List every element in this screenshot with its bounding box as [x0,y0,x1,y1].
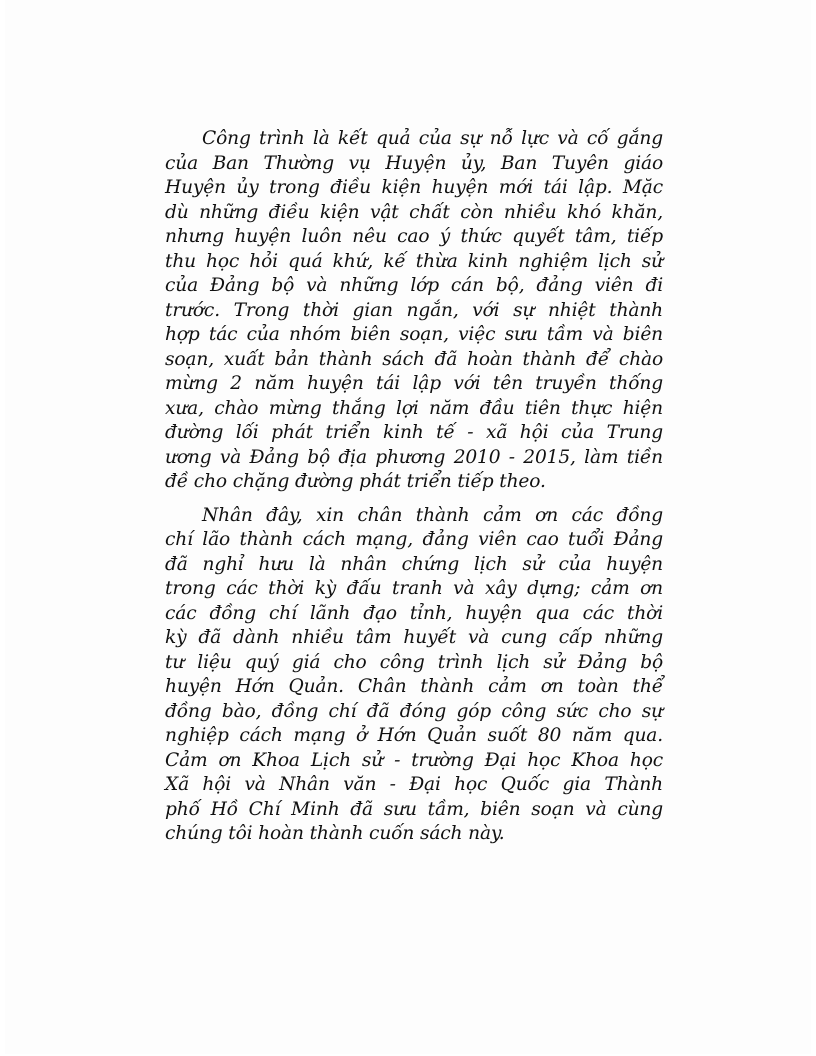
text-line: Xã hội và Nhân văn - Đại học Quốc gia Thành [165,774,663,795]
text-line: kỳ đã dành nhiều tâm huyết và cung cấp những [165,627,663,648]
text-line: phố Hồ Chí Minh đã sưu tầm, biên soạn và cùng [165,798,663,820]
text-line: đường lối phát triển kinh tế - xã hội của Trung [165,422,663,443]
text-line: của Đảng bộ và những lớp cán bộ, đảng viên đi [165,275,663,296]
text-line: trong các thời kỳ đấu tranh và xây dựng; cảm ơn [165,578,663,599]
text-line: đề cho chặng đường phát triển tiếp theo. [165,471,546,492]
text-line: dù những điều kiện vật chất còn nhiều khó khăn, [165,201,663,223]
paragraph-acknowledgement-work [165,127,663,495]
text-line: Cảm ơn Khoa Lịch sử - trường Đại học Khoa học [165,749,663,771]
text-line: nhưng huyện luôn nêu cao ý thức quyết tâm, tiếp [165,226,663,247]
text-line: mừng 2 năm huyện tái lập với tên truyền thống [165,373,663,394]
document-page [5,0,811,1054]
paragraph-thanks [165,504,663,847]
text-line: của Ban Thường vụ Huyện ủy, Ban Tuyên giáo [165,152,663,174]
text-line: huyện Hớn Quản. Chân thành cảm ơn toàn thể [165,676,663,697]
text-line: đồng bào, đồng chí đã đóng góp công sức cho sự [165,700,663,722]
text-line: hợp tác của nhóm biên soạn, việc sưu tầm và biên [165,324,663,345]
text-line: Huyện ủy trong điều kiện huyện mới tái lập. Mặc [165,177,663,198]
text-line: đã nghỉ hưu là nhân chứng lịch sử của huyện [165,553,663,575]
text-line: Công trình là kết quả của sự nỗ lực và cố gắng [202,128,663,149]
text-line: ương và Đảng bộ địa phương 2010 - 2015, làm tiền [165,446,663,468]
body-text [165,127,663,847]
text-line: các đồng chí lãnh đạo tỉnh, huyện qua các thời [165,602,663,624]
text-line: thu học hỏi quá khứ, kế thừa kinh nghiệm lịch sử [165,250,663,272]
text-line: chúng tôi hoàn thành cuốn sách này. [165,823,505,844]
text-line: xưa, chào mừng thắng lợi năm đầu tiên thực hiện [165,397,663,419]
text-line: tư liệu quý giá cho công trình lịch sử Đảng bộ [165,651,663,673]
text-line: soạn, xuất bản thành sách đã hoàn thành để chào [165,348,663,370]
text-line: chí lão thành cách mạng, đảng viên cao tuổi Đảng [165,529,663,550]
text-line: Nhân đây, xin chân thành cảm ơn các đồng [202,504,663,526]
text-line: trước. Trong thời gian ngắn, với sự nhiệt thành [165,299,663,321]
text-line: nghiệp cách mạng ở Hớn Quản suốt 80 năm qua. [165,725,663,746]
